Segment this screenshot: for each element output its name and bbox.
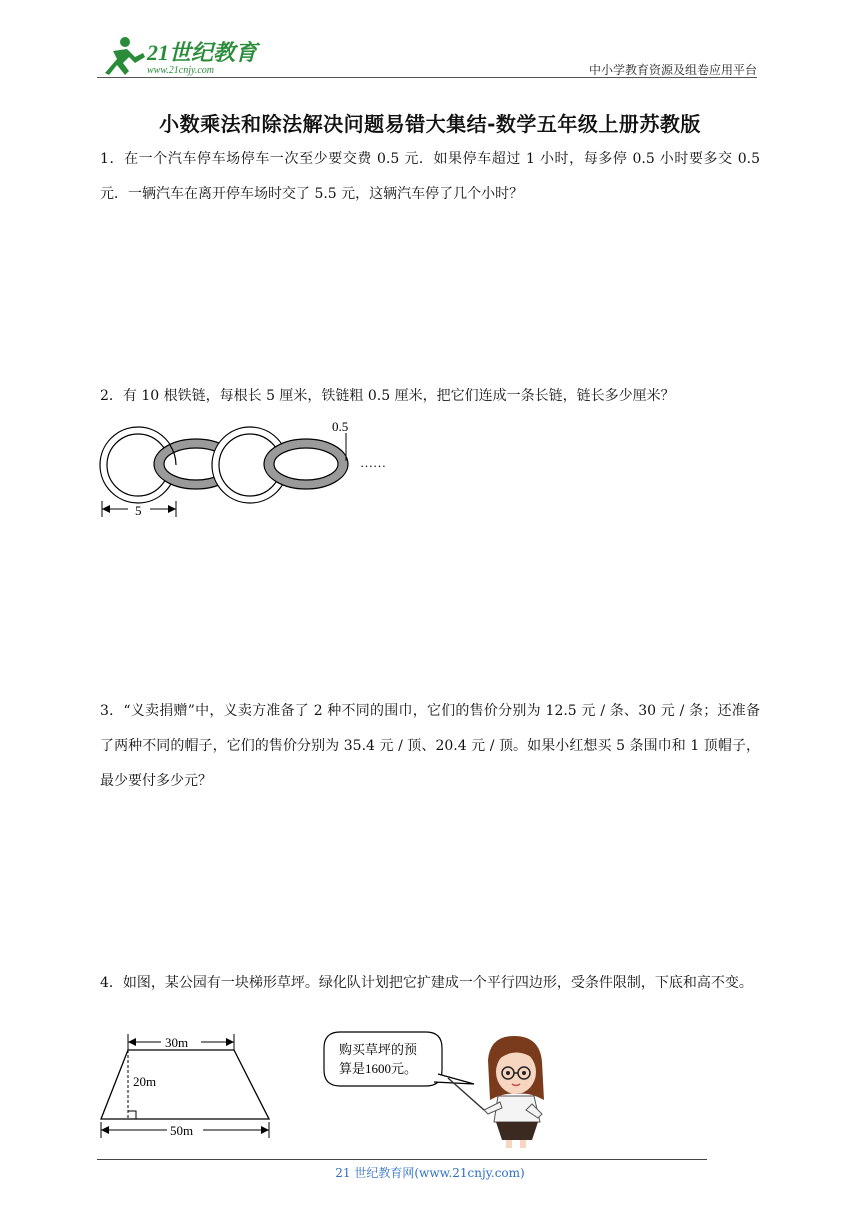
ellipsis-label: …… <box>360 455 386 470</box>
question-4: 4．如图，某公园有一块梯形草坪。绿化队计划把它扩建成一个平行四边形，受条件限制，下底和高不变。 <box>100 975 753 991</box>
question-2: 2．有 10 根铁链，每根长 5 厘米，铁链粗 0.5 厘米，把它们连成一条长链，链长多少厘米？ <box>100 388 675 404</box>
length-label: 5 <box>135 503 142 518</box>
trapezoid-shape <box>101 1050 269 1119</box>
footer-link[interactable]: 21 世纪教育网(www.21cnjy.com) <box>335 1166 525 1180</box>
teacher-figure <box>318 1030 558 1150</box>
runner-icon <box>105 37 145 75</box>
footer-divider <box>97 1159 707 1160</box>
speech-bubble <box>324 1032 474 1086</box>
trapezoid-figure <box>95 1030 280 1142</box>
page-title: 小数乘法和除法解决问题易错大集结-数学五年级上册苏教版 <box>159 112 701 136</box>
bubble-line-1: 购买草坪的预 <box>339 1042 418 1057</box>
site-logo <box>95 33 265 79</box>
question-3: 3．“义卖捐赠”中，义卖方准备了 2 种不同的围巾，它们的售价分别为 12.5 元 / 条、30 元 / 条；还准备了两种不同的帽子，它们的售价分别为 35.4 元 / 顶、20.4 元 / 顶。如果小红想买 5 条围巾和 1 顶帽子，最少要付多少元？ <box>100 703 760 789</box>
teacher-illustration <box>448 1036 544 1148</box>
logo-text: 21世纪教育 <box>147 40 258 65</box>
logo-url: www.21cnjy.com <box>147 65 215 76</box>
chain-ring-4 <box>264 439 348 489</box>
question-1: 1．在一个汽车停车场停车一次至少要交费 0.5 元．如果停车超过 1 小时，每多停 0.5 小时要多交 0.5 元．一辆汽车在离开停车场时交了 5.5 元，这辆汽车停了几个小时？ <box>100 151 760 202</box>
top-base-label: 30m <box>165 1035 189 1050</box>
height-label: 20m <box>133 1074 157 1089</box>
thickness-label: 0.5 <box>332 419 349 434</box>
platform-label: 中小学教育资源及组卷应用平台 <box>588 63 757 77</box>
header-divider <box>97 77 757 78</box>
bottom-base-label: 50m <box>170 1123 194 1138</box>
bubble-line-2: 算是1600元。 <box>339 1061 418 1076</box>
chain-figure <box>98 415 398 523</box>
